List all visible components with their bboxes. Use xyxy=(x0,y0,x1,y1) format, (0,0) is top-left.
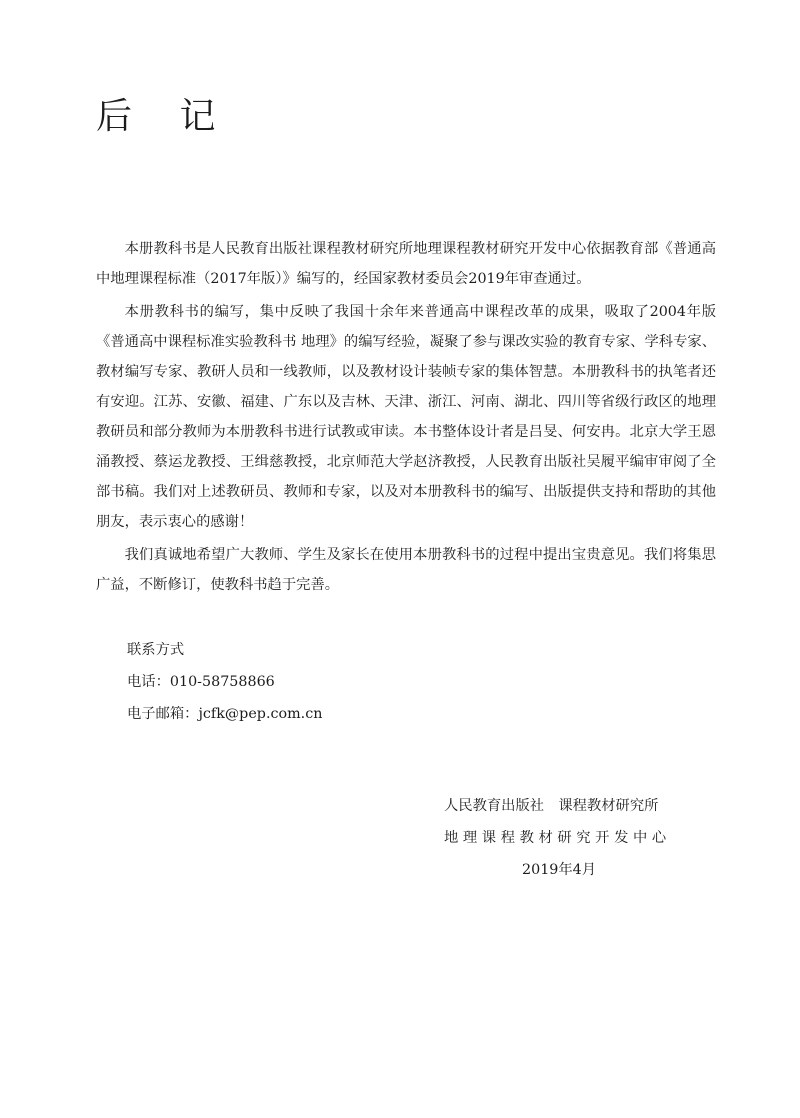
contact-phone: 电话：010-58758866 xyxy=(127,674,275,690)
contact-heading: 联系方式 xyxy=(127,642,185,658)
publisher-line-2: 地理课程教材研究开发中心 xyxy=(444,830,671,846)
paragraph-2: 本册教科书的编写，集中反映了我国十余年来普通高中课程改革的成果，吸取了2004年版《普通高中课程标准实验教科书 地理》的编写经验，凝聚了参与课改实验的教育专家、学科专家、教材编写专家、教研人员和一线教师，以及教材设计装帧专家的集体智慧。本册教科书的执笔者还有安迎。江苏、安徽、福建、广东以及吉林、天津、浙江、河南、湖北、四川等省级行政区的地理教研员和部分教师为本册教科书进行试教或审读。本书整体设计者是吕旻、何安冉。北京大学王恩涌教授、蔡运龙教授、王缉慈教授，北京师范大学赵济教授，人民教育出版社吴履平编审审阅了全部书稿。我们对上述教研员、教师和专家，以及对本册教科书的编写、出版提供支持和帮助的其他朋友，表示衷心的感谢！ xyxy=(96,304,716,530)
publisher-line-1: 人民教育出版社 课程教材研究所 xyxy=(444,798,659,814)
contact-block xyxy=(127,634,322,730)
afterword-body xyxy=(96,234,716,603)
page-title: 后 记 xyxy=(96,96,234,137)
paragraph-1: 本册教科书是人民教育出版社课程教材研究所地理课程教材研究开发中心依据教育部《普通高中地理课程标准（2017年版）》编写的，经国家教材委员会2019年审查通过。 xyxy=(96,241,716,287)
paragraph-3: 我们真诚地希望广大教师、学生及家长在使用本册教科书的过程中提出宝贵意见。我们将集思广益，不断修订，使教科书趋于完善。 xyxy=(96,547,716,593)
publish-date: 2019年4月 xyxy=(522,862,597,878)
publisher-signature xyxy=(444,790,676,886)
contact-email: 电子邮箱：jcfk@pep.com.cn xyxy=(127,706,323,722)
